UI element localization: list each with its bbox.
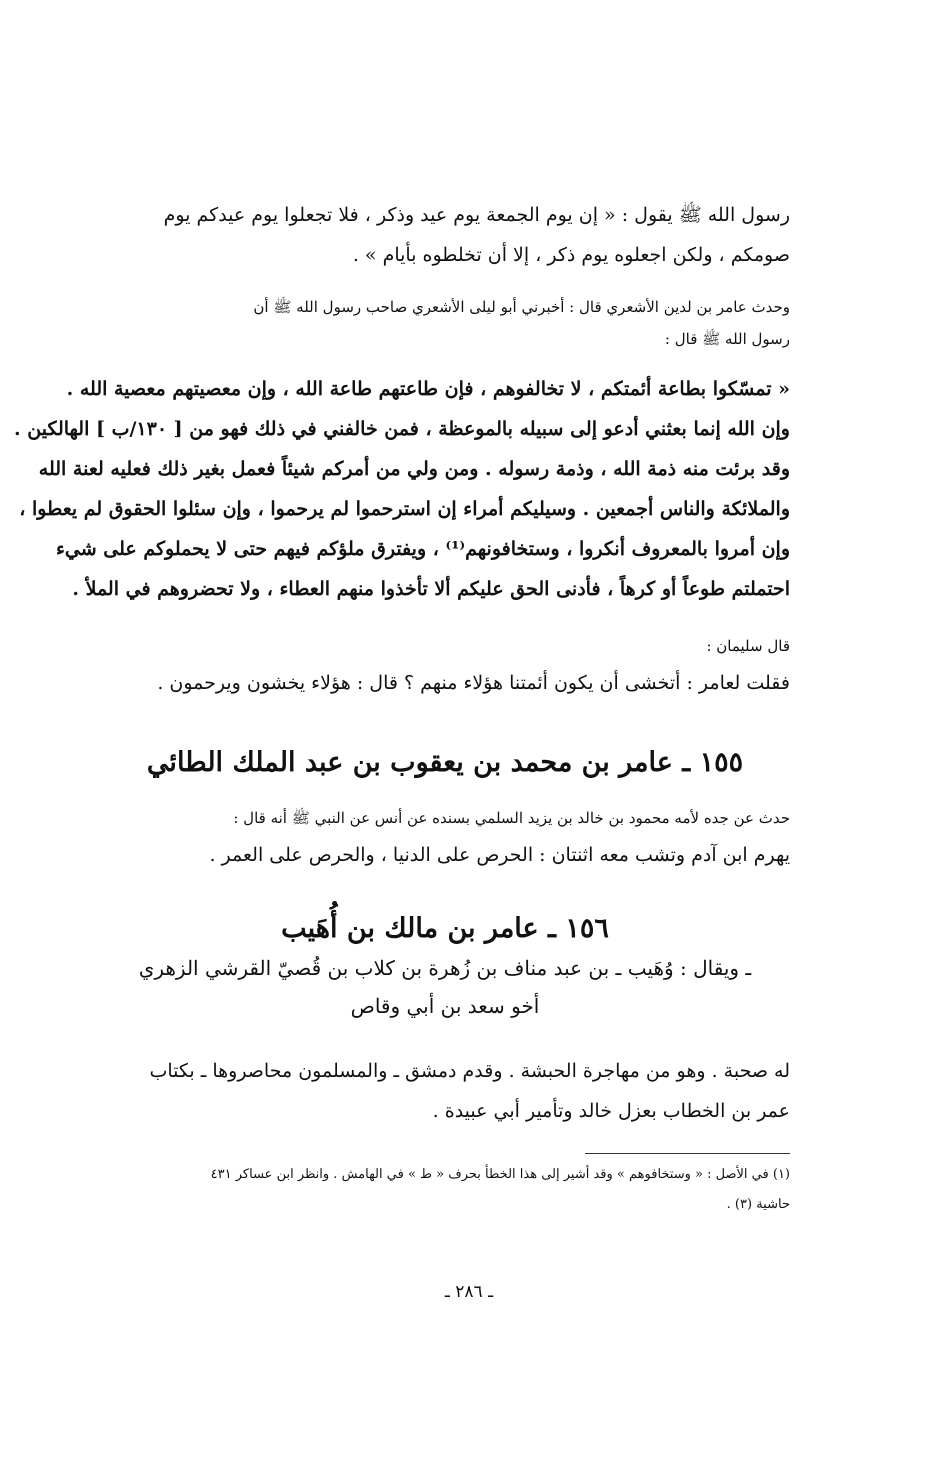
text-line: قال سليمان : <box>706 637 790 655</box>
text-line: (١) في الأصل : « وستخافوهم » وقد أشير إلى هذا الخطأ بحرف « ط » في الهامش . وانظر ابن عساكر ٤٣١ <box>210 1167 790 1182</box>
section-156-text <box>100 1051 790 1131</box>
paragraph-isnad <box>100 291 790 355</box>
text-line: حدث عن جده لأمه محمود بن خالد بن يزيد السلمي بسنده عن أنس عن النبي ﷺ أنه قال : <box>233 809 790 827</box>
text-line: وإن أمروا بالمعروف أنكروا ، وستخافونهم⁽¹⁾ ، ويفترق ملؤكم فيهم حتى لا يحملوكم على شيء <box>55 538 790 560</box>
section-heading-156: ١٥٦ ـ عامر بن مالك بن أُهَيب <box>281 913 609 944</box>
section-156-lineage <box>100 949 790 1025</box>
text-line: وقد برئت منه ذمة الله ، وذمة رسوله . ومن ولي من أمركم شيئاً فعمل بغير ذلك فعليه لعنة الله <box>38 458 790 480</box>
text-line: رسول الله ﷺ قال : <box>664 330 790 348</box>
text-line: له صحبة . وهو من مهاجرة الحبشة . وقدم دمشق ـ والمسلمون محاصروها ـ بكتاب <box>149 1060 790 1082</box>
page-number: ـ ٢٨٦ ـ <box>444 1282 494 1302</box>
text-line: وحدث عامر بن لدين الأشعري قال : أخبرني أبو ليلى الأشعري صاحب رسول الله ﷺ أن <box>253 298 790 316</box>
text-line: حاشية (٣) . <box>726 1197 790 1212</box>
section-155-text <box>100 801 790 875</box>
text-line: أخو سعد بن أبي وقاص <box>350 994 540 1018</box>
paragraph-intro <box>100 195 790 275</box>
paragraph-sulaiman <box>100 629 790 703</box>
text-line: رسول الله ﷺ يقول : « إن يوم الجمعة يوم عيد وذكر ، فلا تجعلوا يوم عيدكم يوم <box>163 204 790 226</box>
section-heading-155: ١٥٥ ـ عامر بن محمد بن يعقوب بن عبد الملك الطائي <box>146 747 744 778</box>
text-line: عمر بن الخطاب بعزل خالد وتأمير أبي عبيدة . <box>432 1100 790 1122</box>
text-line: وإن الله إنما بعثني أدعو إلى سبيله بالموعظة ، فمن خالفني في ذلك فهو من [ ١٣٠/ب ] الهالكين . <box>14 418 790 440</box>
text-line: فقلت لعامر : أتخشى أن يكون أئمتنا هؤلاء منهم ؟ قال : هؤلاء يخشون ويرحمون . <box>157 672 790 694</box>
hadith-text <box>14 369 790 609</box>
text-line: والملائكة والناس أجمعين . وسيليكم أمراء إن استرحموا لم يرحموا ، وإن سئلوا الحقوق لم يعطوا ، <box>19 498 790 520</box>
text-line: احتملتم طوعاً أو كرهاً ، فأدنى الحق عليكم ألا تأخذوا منهم العطاء ، ولا تحضروهم في الملأ . <box>72 578 790 600</box>
text-line: صومكم ، ولكن اجعلوه يوم ذكر ، إلا أن تخلطوه بأيام » . <box>352 244 790 266</box>
text-line: يهرم ابن آدم وتشب معه اثنتان : الحرص على الدنيا ، والحرص على العمر . <box>209 844 790 866</box>
text-line: ـ ويقال : وُهَيب ـ بن عبد مناف بن زُهرة بن كلاب بن قُصيّ القرشي الزهري <box>138 956 752 980</box>
text-line: « تمسّكوا بطاعة أئمتكم ، لا تخالفوهم ، فإن طاعتهم طاعة الله ، وإن معصيتهم معصية الله . <box>66 378 790 400</box>
footnote <box>100 1160 790 1220</box>
page-body <box>14 195 790 1220</box>
